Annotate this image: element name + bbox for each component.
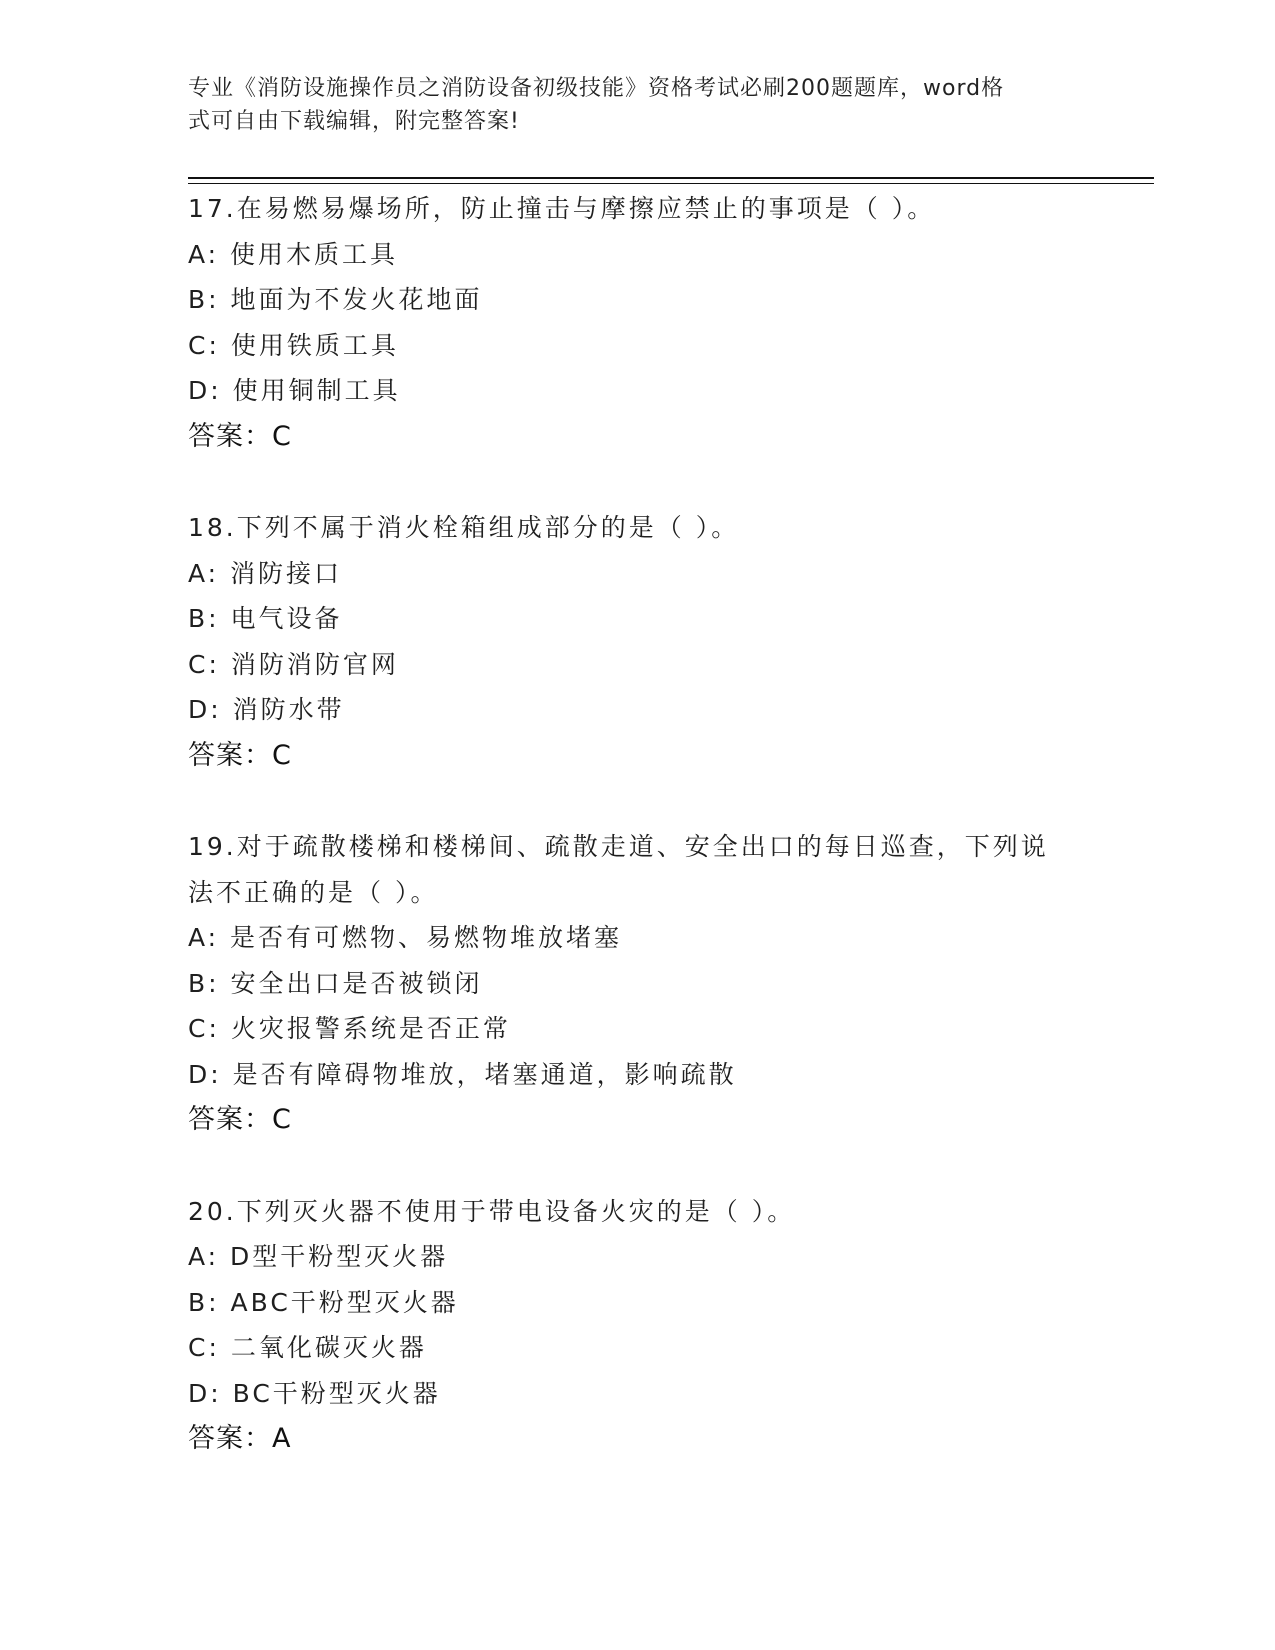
answer: 答案：C <box>188 739 292 771</box>
option-a: A: D型干粉型灭火器 <box>188 1242 449 1271</box>
question-17 <box>188 186 1088 459</box>
question-text: 20.下列灭火器不使用于带电设备火灾的是（ ）。 <box>188 1196 796 1226</box>
option-b: B: 电气设备 <box>188 604 343 633</box>
option-a: A: 消防接口 <box>188 558 343 588</box>
question-18 <box>188 505 1088 778</box>
option-d: D: 是否有障碍物堆放，堵塞通道，影响疏散 <box>188 1059 737 1089</box>
option-d: D: 使用铜制工具 <box>188 376 401 405</box>
question-20 <box>188 1189 1088 1462</box>
header-divider-thick <box>188 177 1154 179</box>
option-d: D: BC干粉型灭火器 <box>188 1378 441 1408</box>
question-text: 17.在易燃易爆场所，防止撞击与摩擦应禁止的事项是（ ）。 <box>188 194 936 223</box>
option-c: C: 火灾报警系统是否正常 <box>188 1014 511 1043</box>
option-a: A: 使用木质工具 <box>188 239 399 269</box>
question-list <box>188 186 1088 1508</box>
document-header <box>188 72 1068 138</box>
answer: 答案：C <box>188 420 292 452</box>
option-d: D: 消防水带 <box>188 695 345 724</box>
question-19 <box>188 824 1088 1143</box>
question-text: 19.对于疏散楼梯和楼梯间、疏散走道、安全出口的每日巡查，下列说法不正确的是（ ）。 <box>188 832 1049 907</box>
header-divider-thin <box>188 183 1154 184</box>
question-text: 18.下列不属于消火栓箱组成部分的是（ ）。 <box>188 513 740 542</box>
option-b: B: 安全出口是否被锁闭 <box>188 968 483 998</box>
header-line-1: 专业《消防设施操作员之消防设备初级技能》资格考试必刷200题题库，word格 <box>188 76 1005 101</box>
option-c: C: 使用铁质工具 <box>188 330 399 360</box>
option-c: C: 消防消防官网 <box>188 649 399 679</box>
option-b: B: 地面为不发火花地面 <box>188 285 483 314</box>
option-b: B: ABC干粉型灭火器 <box>188 1287 459 1317</box>
option-c: C: 二氧化碳灭火器 <box>188 1333 427 1362</box>
answer: 答案：A <box>188 1423 292 1454</box>
option-a: A: 是否有可燃物、易燃物堆放堵塞 <box>188 923 623 952</box>
answer: 答案：C <box>188 1104 292 1135</box>
header-line-2: 式可自由下载编辑，附完整答案! <box>188 109 520 134</box>
